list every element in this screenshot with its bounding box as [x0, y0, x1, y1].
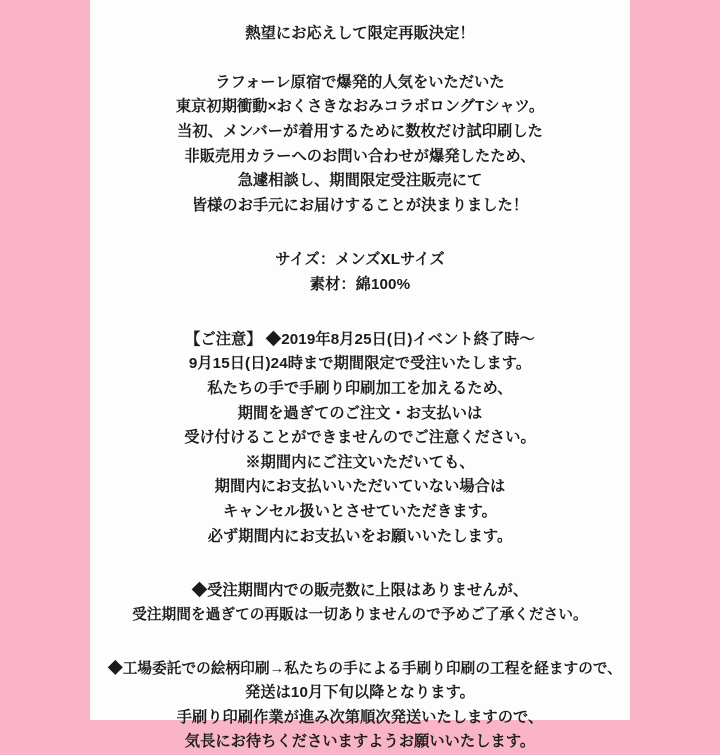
limit-line-1: ◆受注期間内での販売数に上限はありませんが、	[191, 582, 529, 600]
intro-line-3: 当初、メンバーが着用するために数枚だけ試印刷した	[177, 122, 543, 140]
notice-line-4: 期間を過ぎてのご注文・お支払いは	[237, 404, 483, 422]
shipping-line-2: 発送は10月下旬以降となります。	[245, 684, 475, 702]
headline: 熱望にお応えして限定再販決定！	[245, 25, 475, 42]
limit-line-2: 受注期間を過ぎての再販は一切ありませんので予めご了承ください。	[132, 606, 588, 623]
notice-line-2: 9月15日(日)24時まで期間限定で受注いたします。	[188, 355, 532, 373]
intro-block	[108, 71, 612, 219]
spacer	[108, 47, 612, 71]
spacer	[108, 549, 612, 579]
intro-line-4: 非販売用カラーへのお問い合わせが爆発したため、	[184, 147, 536, 165]
notice-line-7: 期間内にお支払いいただいていない場合は	[214, 478, 506, 496]
headline-block	[108, 22, 612, 47]
shipping-line-4: 気長にお待ちくださいますようお願いいたします。	[184, 733, 536, 751]
announcement-sheet	[90, 0, 630, 751]
intro-line-2: 東京初期衝動×おくさきなおみコラボロングTシャツ。	[175, 98, 545, 116]
notice-line-1: 【ご注意】 ◆2019年8月25日(日)イベント終了時〜	[185, 330, 535, 348]
shipping-line-1: ◆工場委託での絵柄印刷→私たちの手による手刷り印刷の工程を経ますので、	[108, 660, 622, 677]
spacer	[108, 298, 612, 328]
notice-line-8: キャンセル扱いとさせていただきます。	[223, 503, 497, 520]
intro-line-1: ラフォーレ原宿で爆発的人気をいただいた	[215, 73, 505, 91]
limit-block	[108, 579, 612, 627]
notice-line-5: 受け付けることができませんのでご注意ください。	[184, 429, 536, 447]
notice-block	[108, 328, 612, 550]
spec-material: 素材：綿100%	[309, 276, 411, 293]
intro-line-6: 皆様のお手元にお届けすることが決まりました！	[191, 196, 529, 214]
spacer	[108, 628, 612, 658]
spacer	[108, 218, 612, 248]
spec-block	[108, 248, 612, 297]
notice-line-6: ※期間内にご注文いただいても、	[245, 453, 475, 471]
shipping-line-3: 手刷り印刷作業が進み次第順次発送いたしますので、	[176, 708, 544, 726]
notice-line-9: 必ず期間内にお支払いをお願いいたします。	[207, 527, 513, 545]
spec-size: サイズ：メンズXLサイズ	[275, 251, 445, 269]
intro-line-5: 急遽相談し、期間限定受注販売にて	[237, 172, 483, 190]
notice-line-3: 私たちの手で手刷り印刷加工を加えるため、	[207, 379, 513, 397]
shipping-block	[108, 658, 622, 755]
